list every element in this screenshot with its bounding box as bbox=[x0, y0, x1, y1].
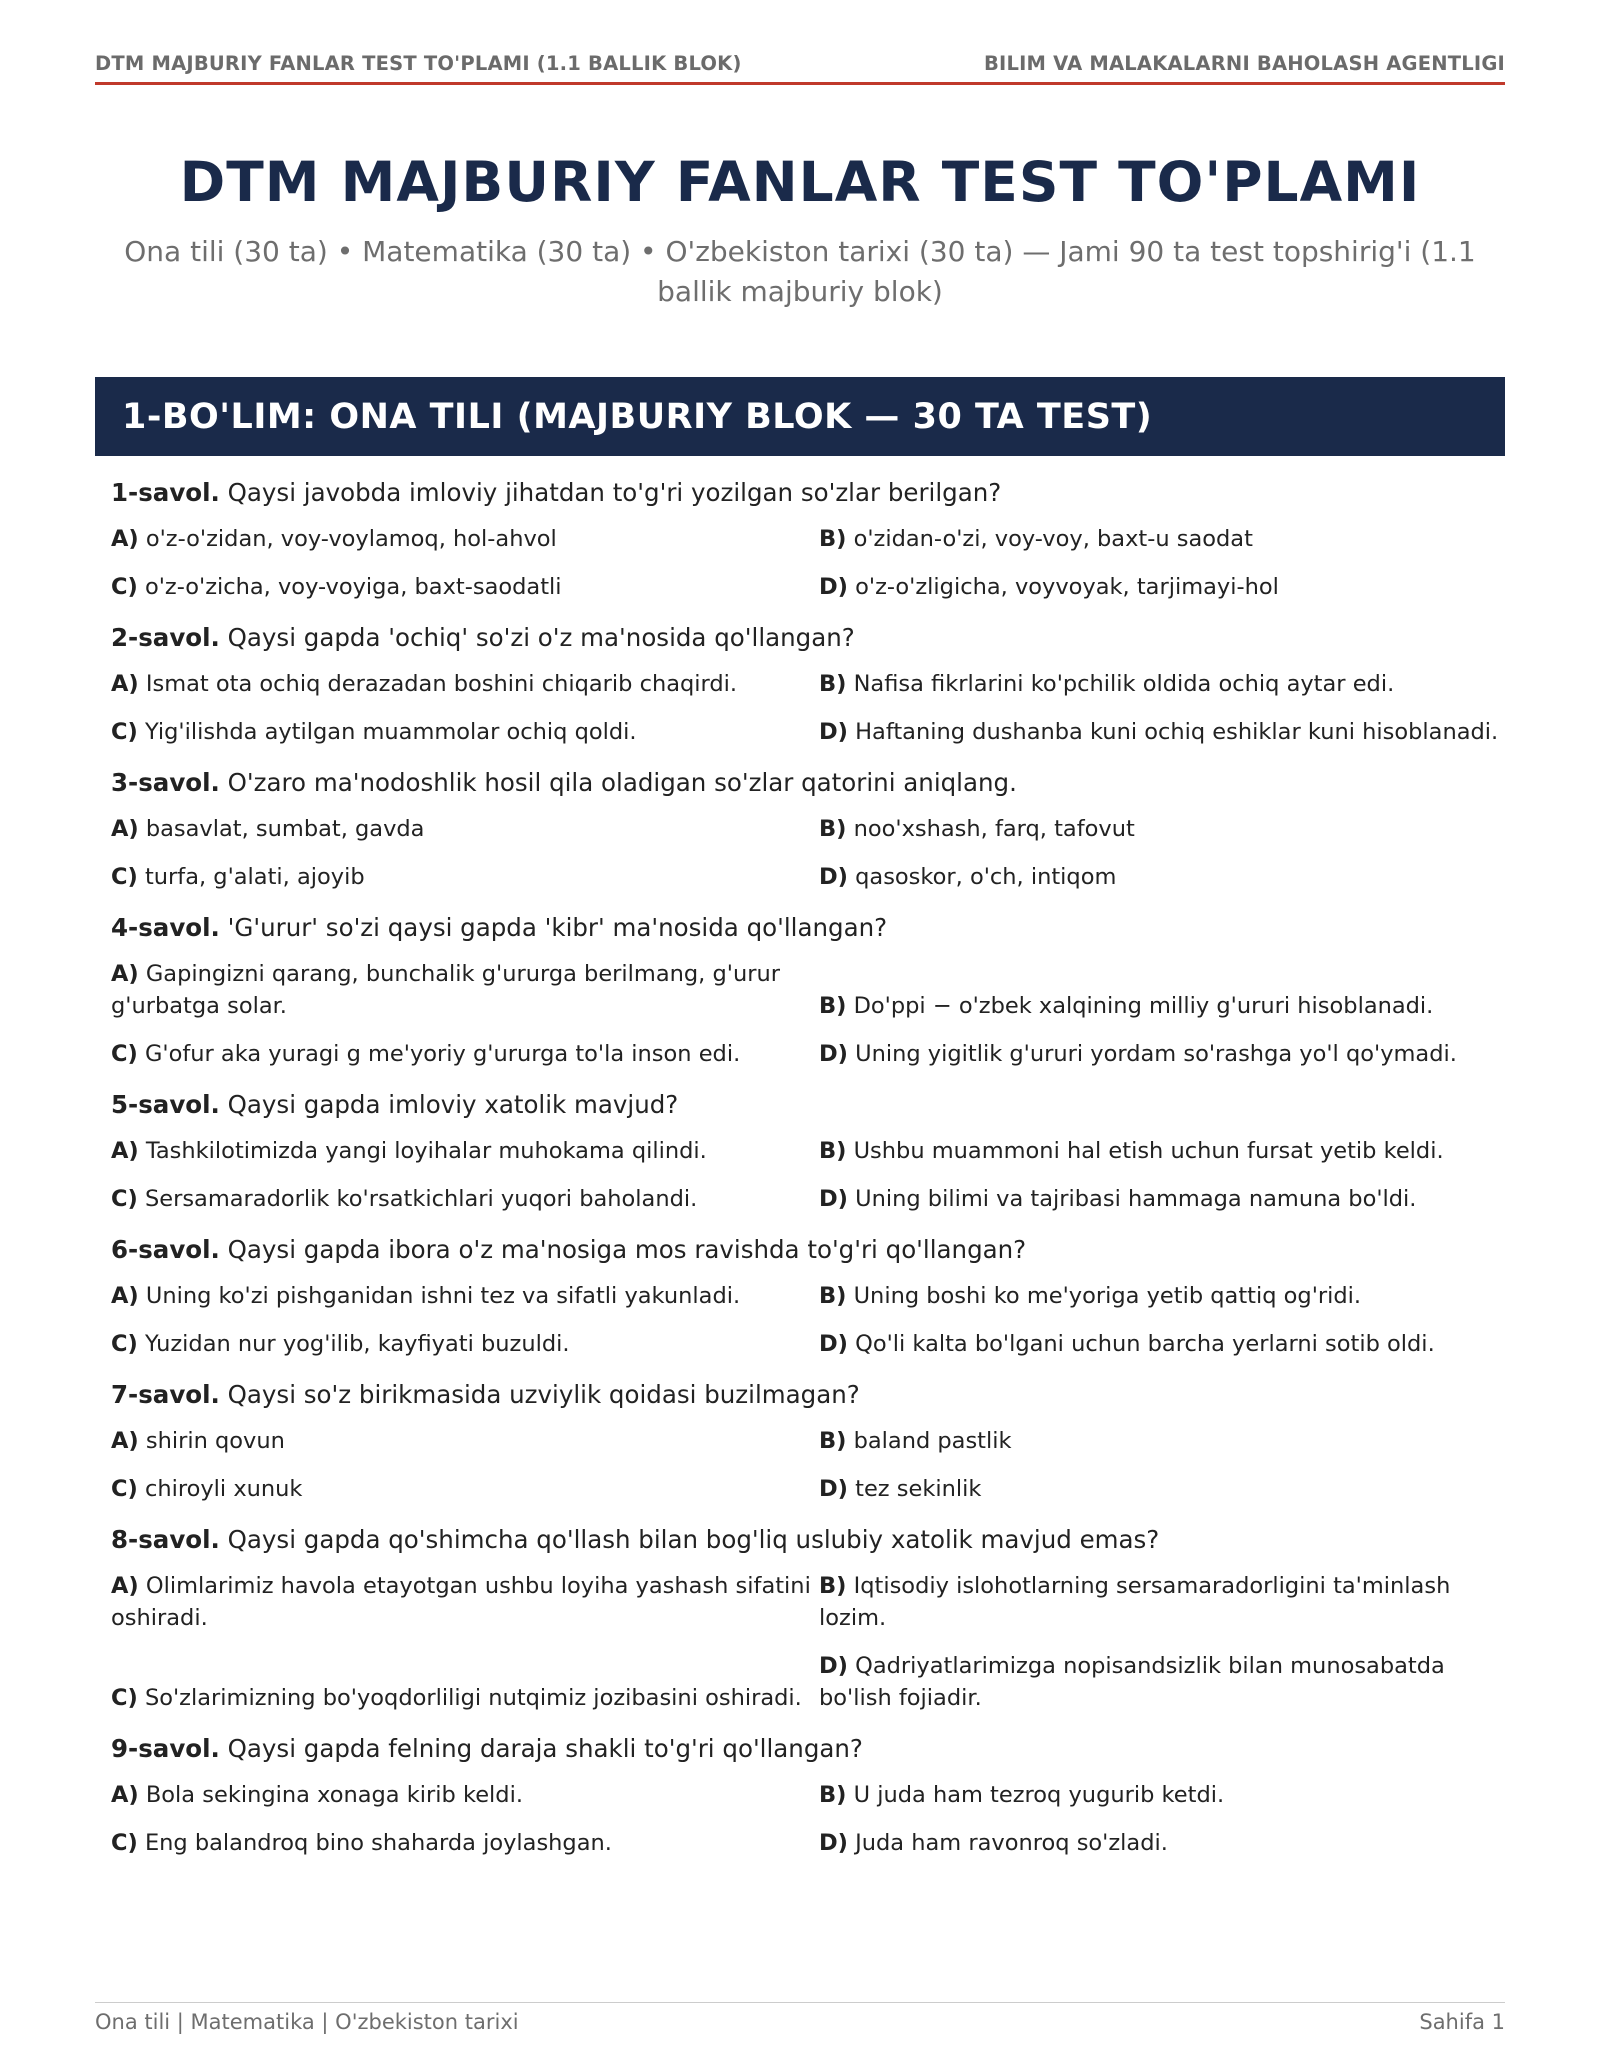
answer-option bbox=[111, 567, 819, 615]
option-text: o'zidan-o'zi, voy-voy, baxt-u saodat bbox=[846, 526, 1253, 552]
answer-option-content bbox=[111, 958, 819, 1022]
answer-option bbox=[819, 1566, 1505, 1646]
option-text: U juda ham tezroq yugurib ketdi. bbox=[846, 1782, 1225, 1808]
question-block bbox=[111, 470, 1505, 615]
question-block bbox=[111, 1726, 1505, 1871]
answer-option-content bbox=[111, 1779, 523, 1811]
answer-option-content bbox=[819, 1473, 981, 1505]
option-letter: B) bbox=[819, 1782, 847, 1808]
question-number: 3-savol. bbox=[111, 768, 220, 797]
answer-options bbox=[111, 1131, 1505, 1227]
answer-option-content bbox=[819, 1425, 1012, 1457]
question-text bbox=[111, 760, 1505, 809]
option-letter: A) bbox=[111, 671, 139, 697]
answer-option-content bbox=[111, 1038, 740, 1070]
option-text: So'zlarimizning bo'yoqdorliligi nutqimiz jozibasini oshiradi. bbox=[137, 1685, 802, 1711]
option-text: Ushbu muammoni hal etish uchun fursat yetib keldi. bbox=[846, 1138, 1444, 1164]
header-rule bbox=[95, 82, 1505, 85]
option-text: turfa, g'alati, ajoyib bbox=[137, 864, 365, 890]
answer-option-content bbox=[819, 1328, 1435, 1360]
option-text: chiroyli xunuk bbox=[137, 1476, 303, 1502]
option-letter: B) bbox=[819, 1428, 847, 1454]
option-letter: B) bbox=[819, 1138, 847, 1164]
option-text: qasoskor, o'ch, intiqom bbox=[847, 864, 1117, 890]
answer-option bbox=[111, 1566, 819, 1646]
answer-options bbox=[111, 519, 1505, 615]
answer-option-content bbox=[111, 716, 637, 748]
answer-option bbox=[111, 1421, 819, 1469]
answer-option-content bbox=[111, 523, 557, 555]
answer-option bbox=[111, 519, 819, 567]
option-letter: B) bbox=[819, 993, 847, 1019]
answer-option bbox=[819, 664, 1505, 712]
footer-left: Ona tili | Matematika | O'zbekiston tarixi bbox=[95, 2010, 519, 2034]
question-block bbox=[111, 1227, 1505, 1372]
option-text: shirin qovun bbox=[138, 1428, 285, 1454]
option-text: basavlat, sumbat, gavda bbox=[138, 816, 425, 842]
option-letter: D) bbox=[819, 719, 848, 745]
running-header bbox=[95, 52, 1505, 75]
section-heading bbox=[95, 377, 1505, 456]
question-prompt: Qaysi gapda imloviy xatolik mavjud? bbox=[219, 1090, 679, 1119]
option-letter: D) bbox=[819, 1186, 848, 1212]
option-letter: C) bbox=[111, 1186, 138, 1212]
answer-option-content bbox=[819, 571, 1279, 603]
answer-option bbox=[111, 1131, 819, 1179]
question-block bbox=[111, 615, 1505, 760]
answer-option-content bbox=[819, 1779, 1224, 1811]
answer-option-content bbox=[111, 1570, 819, 1634]
option-text: Juda ham ravonroq so'zladi. bbox=[847, 1830, 1168, 1856]
answer-option-content bbox=[111, 1682, 802, 1714]
answer-option bbox=[819, 809, 1505, 857]
answer-option-content bbox=[819, 1280, 1361, 1312]
answer-option bbox=[819, 1034, 1505, 1082]
answer-options bbox=[111, 809, 1505, 905]
answer-option-content bbox=[111, 571, 562, 603]
option-text: Gapingizni qarang, bunchalik g'ururga berilmang, g'urur g'urbatga solar. bbox=[111, 961, 780, 1019]
question-number: 6-savol. bbox=[111, 1235, 220, 1264]
option-text: Yig'ilishda aytilgan muammolar ochiq qoldi. bbox=[137, 719, 637, 745]
answer-option bbox=[111, 1469, 819, 1517]
answer-option bbox=[819, 857, 1505, 905]
page-number: Sahifa 1 bbox=[1419, 2010, 1505, 2034]
option-letter: A) bbox=[111, 1283, 139, 1309]
option-letter: D) bbox=[819, 1653, 848, 1679]
option-letter: B) bbox=[819, 526, 847, 552]
option-letter: D) bbox=[819, 1041, 848, 1067]
answer-option-content bbox=[819, 861, 1116, 893]
option-text: o'z-o'zicha, voy-voyiga, baxt-saodatli bbox=[137, 574, 562, 600]
answer-option bbox=[819, 1276, 1505, 1324]
answer-option bbox=[819, 1469, 1505, 1517]
question-text bbox=[111, 470, 1505, 519]
option-letter: D) bbox=[819, 574, 848, 600]
document-title: DTM MAJBURIY FANLAR TEST TO'PLAMI bbox=[179, 150, 1421, 214]
option-text: Do'ppi − o'zbek xalqining milliy g'ururi hisoblanadi. bbox=[846, 993, 1434, 1019]
option-text: Uning ko'zi pishganidan ishni tez va sifatli yakunladi. bbox=[138, 1283, 741, 1309]
option-letter: C) bbox=[111, 864, 138, 890]
option-letter: A) bbox=[111, 1782, 139, 1808]
option-text: o'z-o'zidan, voy-voylamoq, hol-ahvol bbox=[138, 526, 557, 552]
answer-options bbox=[111, 1276, 1505, 1372]
option-letter: C) bbox=[111, 1041, 138, 1067]
question-block bbox=[111, 905, 1505, 1082]
option-text: Sersamaradorlik ko'rsatkichlari yuqori baholandi. bbox=[137, 1186, 698, 1212]
answer-option bbox=[111, 712, 819, 760]
question-prompt: Qaysi javobda imloviy jihatdan to'g'ri yozilgan so'zlar berilgan? bbox=[219, 478, 1002, 507]
option-text: Qadriyatlarimizga nopisandsizlik bilan munosabatda bo'lish fojiadir. bbox=[819, 1653, 1445, 1711]
option-letter: B) bbox=[819, 816, 847, 842]
option-letter: A) bbox=[111, 1428, 139, 1454]
option-letter: D) bbox=[819, 1476, 848, 1502]
option-text: baland pastlik bbox=[846, 1428, 1012, 1454]
option-text: Qo'li kalta bo'lgani uchun barcha yerlarni sotib oldi. bbox=[847, 1331, 1435, 1357]
option-letter: C) bbox=[111, 1830, 138, 1856]
answer-option bbox=[111, 1034, 819, 1082]
option-text: Uning bilimi va tajribasi hammaga namuna bo'ldi. bbox=[847, 1186, 1417, 1212]
answer-option-content bbox=[111, 1183, 697, 1215]
answer-option bbox=[111, 1646, 819, 1726]
answer-option-content bbox=[819, 990, 1433, 1022]
option-text: Uning boshi ko me'yoriga yetib qattiq og'ridi. bbox=[846, 1283, 1362, 1309]
answer-option bbox=[111, 1775, 819, 1823]
option-letter: C) bbox=[111, 1331, 138, 1357]
header-left: DTM MAJBURIY FANLAR TEST TO'PLAMI (1.1 BALLIK BLOK) bbox=[95, 52, 742, 75]
option-letter: D) bbox=[819, 1830, 848, 1856]
option-text: G'ofur aka yuragi g me'yoriy g'ururga to'la inson edi. bbox=[137, 1041, 741, 1067]
option-text: Bola sekingina xonaga kirib keldi. bbox=[138, 1782, 523, 1808]
answer-option-content bbox=[111, 1328, 570, 1360]
section-title: 1-BO'LIM: ONA TILI (MAJBURIY BLOK — 30 TA TEST) bbox=[122, 396, 1153, 437]
question-block bbox=[111, 1082, 1505, 1227]
option-letter: C) bbox=[111, 574, 138, 600]
question-prompt: O'zaro ma'nodoshlik hosil qila oladigan so'zlar qatorini aniqlang. bbox=[219, 768, 1017, 797]
question-prompt: 'G'urur' so'zi qaysi gapda 'kibr' ma'nosida qo'llangan? bbox=[219, 913, 888, 942]
question-block bbox=[111, 1517, 1505, 1726]
option-letter: C) bbox=[111, 719, 138, 745]
option-letter: B) bbox=[819, 1573, 847, 1599]
answer-option bbox=[111, 1276, 819, 1324]
question-text bbox=[111, 1726, 1505, 1775]
option-text: Olimlarimiz havola etayotgan ushbu loyiha yashash sifatini oshiradi. bbox=[111, 1573, 811, 1631]
answer-option bbox=[111, 1324, 819, 1372]
answer-options bbox=[111, 664, 1505, 760]
option-text: Yuzidan nur yog'ilib, kayfiyati buzuldi. bbox=[137, 1331, 570, 1357]
answer-option-content bbox=[111, 1425, 285, 1457]
option-letter: A) bbox=[111, 1138, 139, 1164]
answer-option bbox=[819, 1131, 1505, 1179]
question-block bbox=[111, 1372, 1505, 1517]
question-number: 2-savol. bbox=[111, 623, 220, 652]
page-footer bbox=[95, 2010, 1505, 2034]
answer-option bbox=[819, 567, 1505, 615]
option-text: Tashkilotimizda yangi loyihalar muhokama qilindi. bbox=[138, 1138, 707, 1164]
answer-option-content bbox=[819, 523, 1253, 555]
answer-options bbox=[111, 954, 1505, 1082]
question-text bbox=[111, 905, 1505, 954]
option-text: Ismat ota ochiq derazadan boshini chiqarib chaqirdi. bbox=[138, 671, 738, 697]
option-letter: D) bbox=[819, 1331, 848, 1357]
answer-option-content bbox=[819, 1183, 1416, 1215]
question-text bbox=[111, 1227, 1505, 1276]
option-text: Nafisa fikrlarini ko'pchilik oldida ochiq aytar edi. bbox=[846, 671, 1395, 697]
question-number: 8-savol. bbox=[111, 1525, 220, 1554]
answer-option bbox=[819, 954, 1505, 1034]
option-text: Haftaning dushanba kuni ochiq eshiklar kuni hisoblanadi. bbox=[847, 719, 1499, 745]
answer-option bbox=[819, 1646, 1505, 1726]
question-prompt: Qaysi gapda 'ochiq' so'zi o'z ma'nosida qo'llangan? bbox=[219, 623, 855, 652]
option-text: o'z-o'zligicha, voyvoyak, tarjimayi-hol bbox=[847, 574, 1279, 600]
option-letter: C) bbox=[111, 1476, 138, 1502]
question-number: 5-savol. bbox=[111, 1090, 220, 1119]
document-page bbox=[95, 0, 1505, 2070]
option-letter: B) bbox=[819, 1283, 847, 1309]
option-letter: A) bbox=[111, 816, 139, 842]
answer-option bbox=[111, 1823, 819, 1871]
answer-option-content bbox=[819, 813, 1135, 845]
header-right: BILIM VA MALAKALARNI BAHOLASH AGENTLIGI bbox=[983, 52, 1505, 75]
document-subtitle: Ona tili (30 ta) • Matematika (30 ta) • O'zbekiston tarixi (30 ta) — Jami 90 ta test topshirig'i (1.1 ballik majburiy blok) bbox=[124, 235, 1476, 308]
option-letter: B) bbox=[819, 671, 847, 697]
option-text: noo'xshash, farq, tafovut bbox=[846, 816, 1135, 842]
answer-option bbox=[819, 1179, 1505, 1227]
option-letter: D) bbox=[819, 864, 848, 890]
answer-option-content bbox=[111, 1827, 612, 1859]
option-text: tez sekinlik bbox=[847, 1476, 982, 1502]
question-number: 1-savol. bbox=[111, 478, 220, 507]
option-text: Eng balandroq bino shaharda joylashgan. bbox=[137, 1830, 612, 1856]
answer-option-content bbox=[111, 861, 365, 893]
answer-option-content bbox=[111, 1280, 740, 1312]
question-prompt: Qaysi gapda felning daraja shakli to'g'ri qo'llangan? bbox=[219, 1734, 863, 1763]
answer-options bbox=[111, 1421, 1505, 1517]
question-number: 7-savol. bbox=[111, 1380, 220, 1409]
answer-option bbox=[819, 1823, 1505, 1871]
footer-rule bbox=[95, 2002, 1505, 2003]
answer-option bbox=[819, 1421, 1505, 1469]
option-text: Iqtisodiy islohotlarning sersamaradorligini ta'minlash lozim. bbox=[819, 1573, 1451, 1631]
question-text bbox=[111, 1517, 1505, 1566]
answer-option-content bbox=[819, 1135, 1444, 1167]
option-text: Uning yigitlik g'ururi yordam so'rashga yo'l qo'ymadi. bbox=[847, 1041, 1457, 1067]
answer-option bbox=[819, 712, 1505, 760]
question-text bbox=[111, 615, 1505, 664]
answer-option-content bbox=[111, 1135, 707, 1167]
option-letter: A) bbox=[111, 526, 139, 552]
question-number: 9-savol. bbox=[111, 1734, 220, 1763]
answer-option bbox=[111, 857, 819, 905]
answer-option bbox=[111, 1179, 819, 1227]
option-letter: C) bbox=[111, 1685, 138, 1711]
answer-options bbox=[111, 1775, 1505, 1871]
answer-option-content bbox=[111, 813, 424, 845]
answer-option-content bbox=[111, 1473, 302, 1505]
question-text bbox=[111, 1372, 1505, 1421]
option-letter: A) bbox=[111, 1573, 139, 1599]
answer-option bbox=[111, 954, 819, 1034]
question-prompt: Qaysi so'z birikmasida uzviylik qoidasi buzilmagan? bbox=[219, 1380, 860, 1409]
answer-option bbox=[111, 809, 819, 857]
answer-option-content bbox=[819, 716, 1498, 748]
answer-option bbox=[819, 519, 1505, 567]
answer-option bbox=[819, 1324, 1505, 1372]
question-number: 4-savol. bbox=[111, 913, 220, 942]
answer-option-content bbox=[111, 668, 737, 700]
answer-option-content bbox=[819, 1038, 1457, 1070]
question-prompt: Qaysi gapda ibora o'z ma'nosiga mos ravishda to'g'ri qo'llangan? bbox=[219, 1235, 1027, 1264]
option-letter: A) bbox=[111, 961, 139, 987]
question-prompt: Qaysi gapda qo'shimcha qo'llash bilan bog'liq uslubiy xatolik mavjud emas? bbox=[219, 1525, 1160, 1554]
answer-options bbox=[111, 1566, 1505, 1726]
question-block bbox=[111, 760, 1505, 905]
answer-option-content bbox=[819, 668, 1394, 700]
question-text bbox=[111, 1082, 1505, 1131]
answer-option-content bbox=[819, 1827, 1168, 1859]
answer-option-content bbox=[819, 1570, 1505, 1634]
answer-option bbox=[111, 664, 819, 712]
answer-option-content bbox=[819, 1650, 1505, 1714]
answer-option bbox=[819, 1775, 1505, 1823]
question-list bbox=[111, 470, 1505, 1871]
